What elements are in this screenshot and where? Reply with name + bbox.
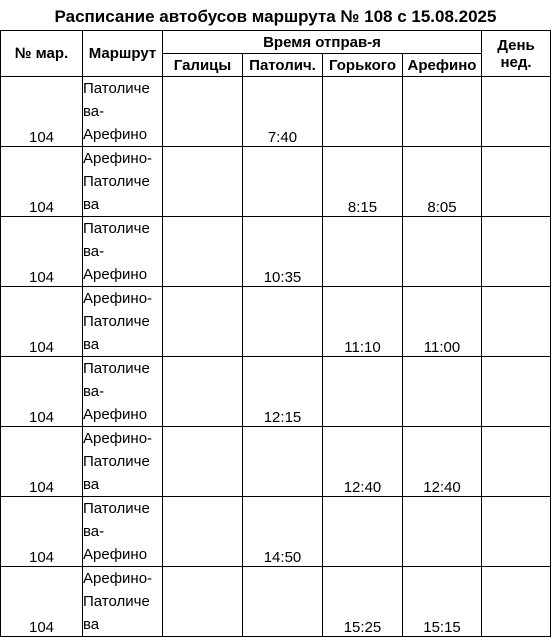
route-line: Патоличе — [83, 173, 150, 190]
header-stop-gorkogo: Горького — [323, 54, 403, 77]
schedule-body — [1, 77, 551, 637]
departure-time-cell — [243, 427, 323, 497]
route-line: Патоличе — [83, 453, 150, 470]
route-cell — [83, 357, 163, 427]
departure-time-cell: 10:35 — [243, 217, 323, 287]
header-time-group: Время отправ-я — [163, 31, 482, 54]
route-cell — [83, 427, 163, 497]
route-line: Арефино- — [83, 570, 153, 587]
route-number-cell: 104 — [1, 427, 83, 497]
route-line: ва- — [83, 523, 105, 540]
header-route: Маршрут — [83, 31, 163, 77]
page-title: Расписание автобусов маршрута № 108 с 15.08.2025 — [54, 7, 497, 26]
route-line: ва- — [83, 103, 105, 120]
departure-time-cell: 15:15 — [403, 567, 482, 637]
departure-time-cell: 7:40 — [243, 77, 323, 147]
table-row — [1, 77, 551, 147]
departure-time-cell — [243, 567, 323, 637]
route-cell — [83, 497, 163, 567]
route-line: Патоличе — [83, 360, 150, 377]
departure-time-cell: 11:10 — [323, 287, 403, 357]
departure-time-cell: 12:40 — [403, 427, 482, 497]
departure-time-cell — [403, 357, 482, 427]
weekday-cell — [482, 427, 551, 497]
table-row — [1, 497, 551, 567]
header-stop-arefino: Арефино — [403, 54, 482, 77]
route-cell — [83, 147, 163, 217]
weekday-cell — [482, 567, 551, 637]
route-number-cell: 104 — [1, 217, 83, 287]
route-line: Патоличе — [83, 220, 150, 237]
departure-time-cell — [163, 217, 243, 287]
route-line: ва — [83, 196, 100, 213]
departure-time-cell: 8:05 — [403, 147, 482, 217]
departure-time-cell — [403, 77, 482, 147]
header-stop-patolich: Патолич. — [243, 54, 323, 77]
departure-time-cell — [323, 357, 403, 427]
table-row — [1, 427, 551, 497]
departure-time-cell — [403, 217, 482, 287]
departure-time-cell: 8:15 — [323, 147, 403, 217]
weekday-cell — [482, 287, 551, 357]
route-line: ва — [83, 336, 100, 353]
schedule-table — [0, 30, 551, 637]
header-stop-galitsy: Галицы — [163, 54, 243, 77]
departure-time-cell: 11:00 — [403, 287, 482, 357]
departure-time-cell — [323, 217, 403, 287]
departure-time-cell — [163, 287, 243, 357]
route-line: Патоличе — [83, 500, 150, 517]
departure-time-cell — [323, 497, 403, 567]
weekday-cell — [482, 147, 551, 217]
weekday-cell — [482, 357, 551, 427]
route-line: Арефино- — [83, 150, 153, 167]
departure-time-cell — [163, 567, 243, 637]
route-line: Патоличе — [83, 80, 150, 97]
header-day-line1: День — [497, 36, 535, 54]
departure-time-cell — [243, 147, 323, 217]
route-cell — [83, 217, 163, 287]
route-line: Патоличе — [83, 313, 150, 330]
route-number-cell: 104 — [1, 357, 83, 427]
departure-time-cell: 15:25 — [323, 567, 403, 637]
route-line: Арефино- — [83, 290, 153, 307]
route-number-cell: 104 — [1, 77, 83, 147]
weekday-cell — [482, 497, 551, 567]
departure-time-cell — [163, 357, 243, 427]
route-line: ва- — [83, 383, 105, 400]
weekday-cell — [482, 77, 551, 147]
departure-time-cell: 12:40 — [323, 427, 403, 497]
departure-time-cell — [403, 497, 482, 567]
route-line: ва- — [83, 243, 105, 260]
departure-time-cell — [163, 147, 243, 217]
route-line: Арефино — [83, 546, 148, 563]
route-line: Арефино — [83, 406, 148, 423]
route-line: Арефино — [83, 126, 148, 143]
route-line: ва — [83, 616, 100, 633]
table-row — [1, 147, 551, 217]
table-row — [1, 357, 551, 427]
header-num: № мар. — [1, 31, 83, 77]
departure-time-cell: 14:50 — [243, 497, 323, 567]
weekday-cell — [482, 217, 551, 287]
departure-time-cell: 12:15 — [243, 357, 323, 427]
route-number-cell: 104 — [1, 147, 83, 217]
table-row — [1, 217, 551, 287]
header-day-line2: нед. — [500, 53, 532, 71]
table-row — [1, 287, 551, 357]
route-cell — [83, 567, 163, 637]
table-row — [1, 567, 551, 637]
route-cell — [83, 77, 163, 147]
route-number-cell: 104 — [1, 497, 83, 567]
departure-time-cell — [163, 77, 243, 147]
departure-time-cell — [163, 497, 243, 567]
departure-time-cell — [323, 77, 403, 147]
route-line: Патоличе — [83, 593, 150, 610]
route-line: ва — [83, 476, 100, 493]
route-cell — [83, 287, 163, 357]
header-day — [482, 31, 551, 77]
route-line: Арефино- — [83, 430, 153, 447]
route-number-cell: 104 — [1, 287, 83, 357]
route-line: Арефино — [83, 266, 148, 283]
departure-time-cell — [243, 287, 323, 357]
departure-time-cell — [163, 427, 243, 497]
route-number-cell: 104 — [1, 567, 83, 637]
